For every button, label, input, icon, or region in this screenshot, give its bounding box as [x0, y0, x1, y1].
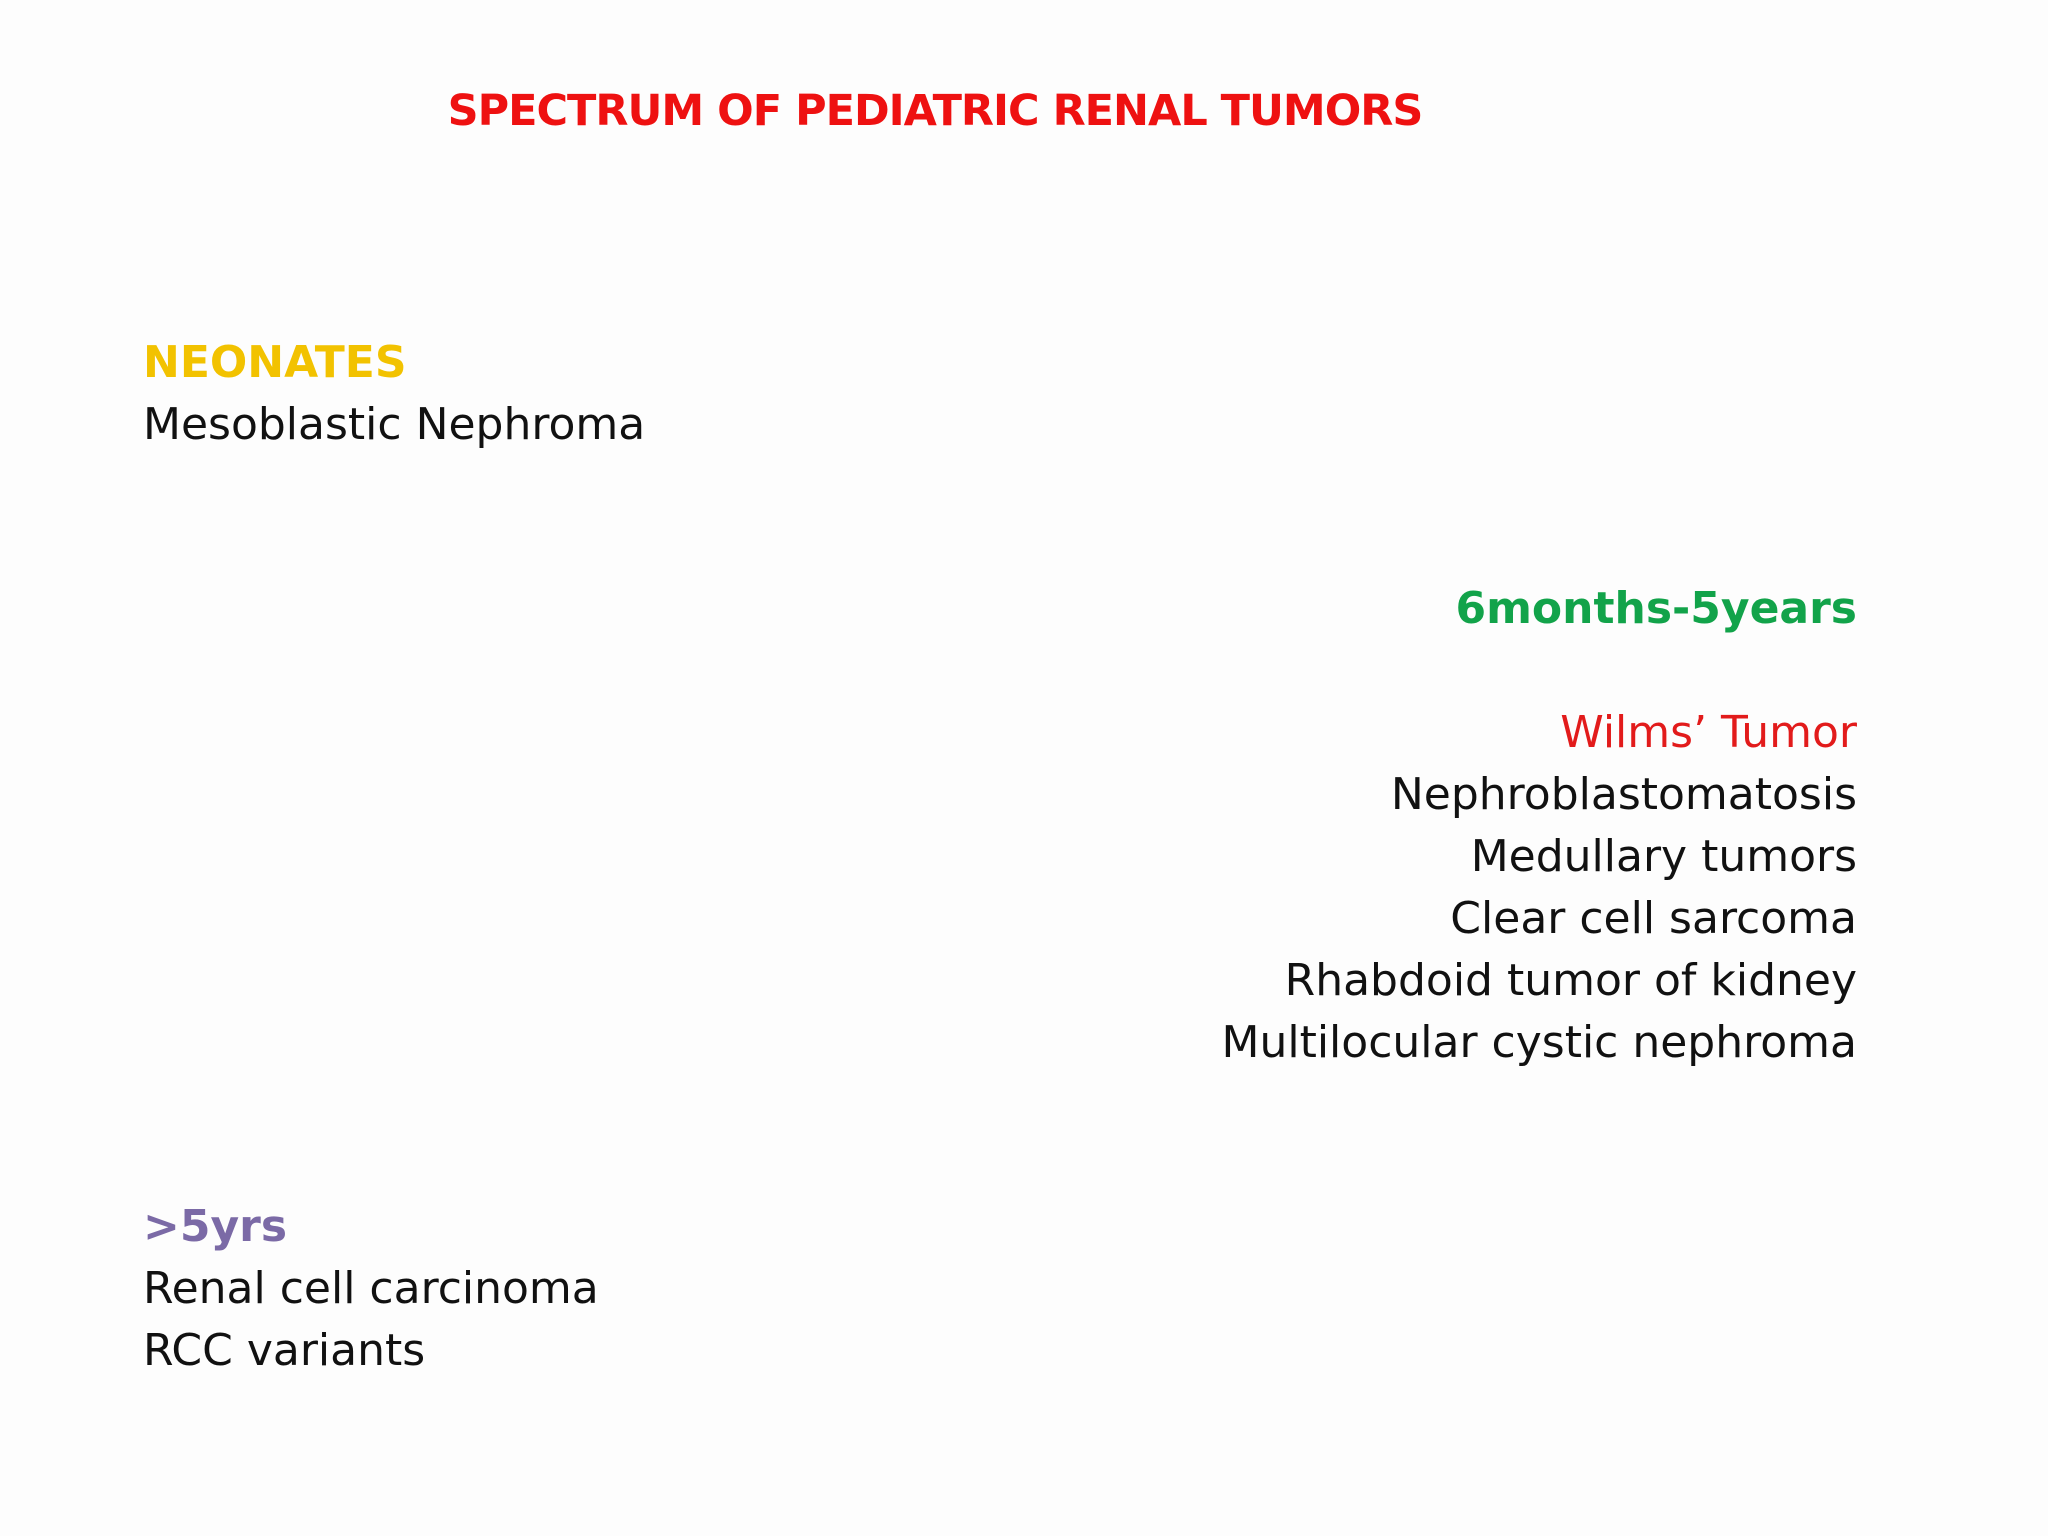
list-item: Multilocular cystic nephroma [1221, 1017, 1857, 1068]
list-item: Clear cell sarcoma [1450, 893, 1857, 944]
neonates-group [143, 332, 645, 456]
slide-title: SPECTRUM OF PEDIATRIC RENAL TUMORS [447, 86, 1423, 136]
toddlers-heading: 6months-5years [1455, 583, 1857, 634]
list-item: RCC variants [143, 1325, 426, 1376]
list-item-highlight: Wilms’ Tumor [1560, 707, 1857, 758]
toddlers-group [1222, 578, 1858, 1074]
list-item: Mesoblastic Nephroma [143, 399, 646, 450]
older-heading: >5yrs [143, 1201, 288, 1252]
neonates-heading: NEONATES [143, 337, 407, 388]
older-group [143, 1196, 599, 1382]
list-item: Medullary tumors [1470, 831, 1857, 882]
list-item: Renal cell carcinoma [143, 1263, 599, 1314]
list-item: Rhabdoid tumor of kidney [1284, 955, 1857, 1006]
list-item: Nephroblastomatosis [1390, 769, 1857, 820]
